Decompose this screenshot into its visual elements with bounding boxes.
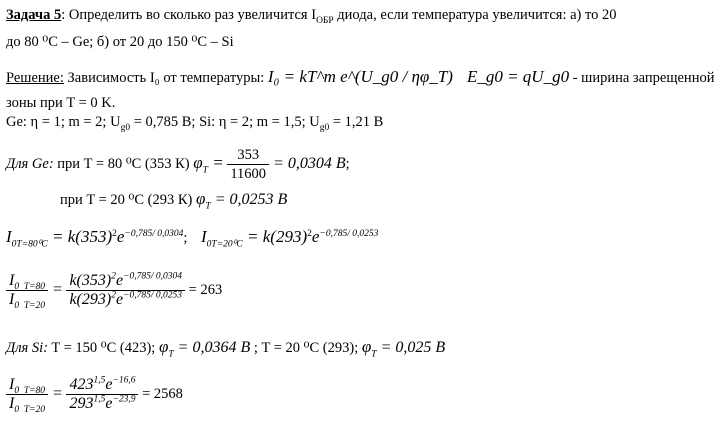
si-text: T = 150 ⁰С (423); (48, 340, 159, 356)
params-si: Si: η = 2; m = 1,5; U (195, 114, 320, 130)
semicolon: ; (345, 155, 350, 172)
ge-ratio-num: k(353) (69, 272, 112, 289)
si-line: Для Si: T = 150 ⁰С (423); $\varphi_T = 0,0364$ В ; T = 20 ⁰С (293); $\varphi_T = 0,025$ В (6, 337, 446, 360)
params-ge: Ge: η = 1; m = 2; U (6, 114, 121, 130)
si-exp-den: −23,9 (112, 394, 136, 405)
ge-ratio-left: $\frac{I_{0 T=80}}{I_{0 T=20}}$ (6, 272, 48, 309)
e-20: e (311, 227, 320, 246)
solution-text: Зависимость I₀ от температуры: (63, 70, 268, 86)
frac-numerator: 353 (237, 147, 260, 163)
task-line-1 (6, 6, 617, 24)
si-ratio-den: 293 (69, 395, 94, 412)
si-exp-num: −16,6 (112, 375, 136, 386)
si-phi20: = 0,025 В (376, 339, 446, 356)
ge-intro: Для Ge: (6, 155, 54, 172)
task-text-1: Определить во сколько раз увеличится I (68, 7, 317, 23)
ge-phi-20-line (60, 189, 288, 212)
ge-t80: при T = 80 ⁰С (353 К) (53, 155, 194, 172)
ge-phi-fraction (227, 146, 269, 183)
phi-t-symbol: $\varphi_T$ = (193, 152, 224, 176)
task-sub-obr: ОБР (316, 15, 334, 26)
task-text-2: диода, если температура увеличится: а) то 20 (333, 7, 617, 23)
si-mid: ; T = 20 ⁰С (293); (250, 340, 362, 356)
formula-eg0: E_g0 = qU_g0 (466, 67, 570, 86)
si-pow-num: 1,5 (93, 375, 106, 386)
solution-line-1 (6, 68, 714, 87)
ge-ratio-line: $\frac{I_{0 T=80}}{I_{0 T=20}}$ = $\frac{k(353)^2e^{-0,785/ 0,0304}}{k(293)^2e^{-0,785/ 0,0253}}$ = 263 (6, 272, 222, 309)
e-80: e (116, 227, 125, 246)
task-line-2: до 80 ⁰С – Ge; б) от 20 до 150 ⁰С – Si (6, 34, 234, 50)
ge-phi-80-line (6, 146, 350, 183)
si-ratio-num: 423 (69, 376, 94, 393)
i0-80-symbol: $I_{0T=80^0C}$ (6, 227, 48, 250)
i0-20-rhs: = k(293) (242, 227, 308, 246)
params-si-value: = 1,21 В (329, 114, 384, 130)
i0-80-rhs: = k(353) (47, 227, 113, 246)
formula-i0: I₀ = kT^m e^(U_g0 / ηφ_T) (267, 67, 453, 86)
solution-label: Решение: (6, 70, 64, 86)
ge-ratio-result: = 263 (185, 281, 223, 298)
si-phi150: = 0,0364 В (173, 339, 251, 356)
ge-t20: при T = 20 ⁰С (293 К) (60, 192, 196, 208)
exp-80: −0,785/ 0,0304 (124, 229, 184, 240)
ge-ratio-den: k(293) (69, 291, 112, 308)
task-label: Задача 5 (6, 7, 62, 23)
i0-20-symbol: $I_{0T=20^0C}$ (201, 227, 243, 250)
si-ratio-line: $\frac{I_{0 T=80}}{I_{0 T=20}}$ = $\frac{423^{1,5}e^{-16,6}}{293^{1,5}e^{-23,9}}$ = 2568 (6, 376, 183, 413)
sub-g0-si: g0 (319, 122, 330, 133)
ge-phi80-value: = 0,0304 В (269, 154, 346, 172)
si-pow-den: 1,5 (93, 394, 106, 405)
si-ratio-left: $\frac{I_{0 T=80}}{I_{0 T=20}}$ (6, 376, 48, 413)
frac-denominator: 11600 (227, 164, 269, 183)
params-ge-value: = 0,785 В; (130, 114, 196, 130)
ge-phi20-value: = 0,0253 В (210, 191, 288, 208)
ge-ratio-right: $\frac{k(353)^2e^{-0,785/ 0,0304}}{k(293)^2e^{-0,785/ 0,0253}}$ (66, 272, 185, 309)
sub-g0-ge: g0 (120, 122, 131, 133)
phi-t-symbol-2: $\varphi_T$ (195, 189, 211, 212)
ge-i0-line: $I_{0T=80^0C} = k(353)^2e^{-0,785/ 0,0304}$; $I_{0T=20^0C} = k(293)^2e^{-0,785/ 0,0253}$ (6, 227, 379, 250)
si-ratio-result: = 2568 (138, 385, 183, 402)
exp-20: −0,785/ 0,0253 (319, 229, 379, 240)
si-ratio-right: $\frac{423^{1,5}e^{-16,6}}{293^{1,5}e^{-23,9}}$ (66, 376, 138, 413)
solution-tail: - ширина запрещенной (569, 70, 714, 86)
solution-line-2: зоны при T = 0 K. (6, 95, 116, 111)
si-intro: Для Si: (6, 340, 49, 356)
ge-ratio-exp-den: −0,785/ 0,0253 (123, 290, 183, 301)
solution-params (6, 113, 383, 131)
ge-ratio-exp-num: −0,785/ 0,0304 (123, 271, 183, 282)
task-colon: : (61, 7, 69, 23)
